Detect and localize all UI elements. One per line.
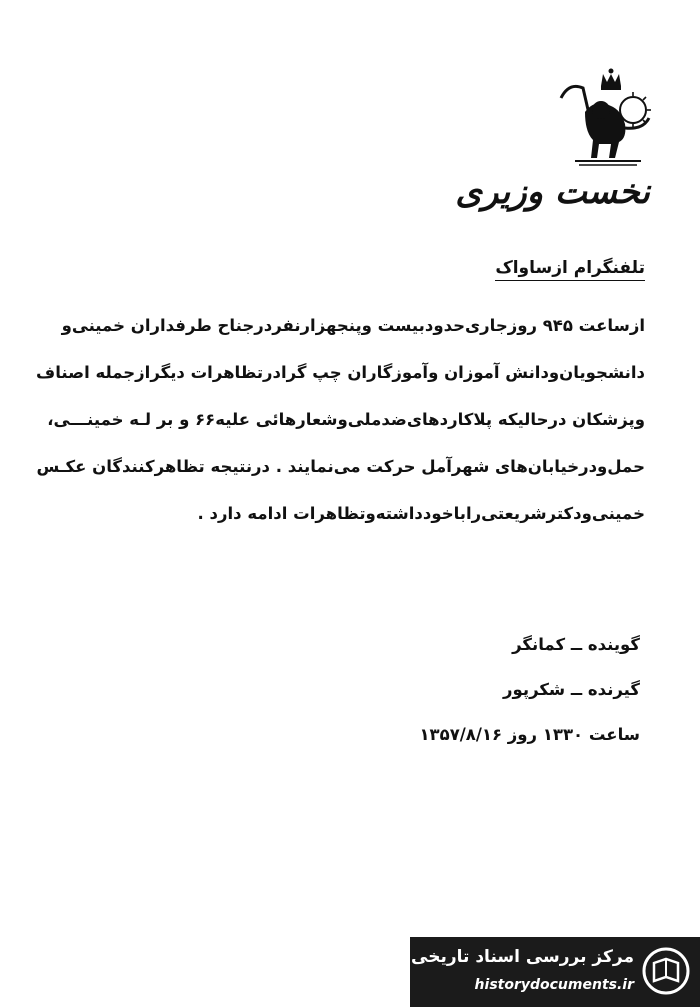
- body-line: دانشجویان‌ودانش آموزان وآموزگاران چپ گرادرتظاهرات دیگرازجمله اصناف: [36, 363, 645, 382]
- receiver-line: گیرنده ــ شکرپور: [503, 680, 640, 699]
- sender-line: گوینده ــ کمانگر: [512, 635, 640, 654]
- book-logo-icon: [642, 947, 690, 995]
- watermark-url[interactable]: historydocuments.ir: [474, 977, 634, 993]
- body-line: وپزشکان درحالیکه پلاکاردهای‌ضدملی‌وشعارهائی علیه۶۶ و بر لـه خمینـــی،: [47, 410, 645, 429]
- watermark-title: مرکز بررسی اسناد تاریخی: [411, 947, 634, 967]
- document-body: [25, 302, 645, 537]
- lion-and-sun-emblem: [555, 68, 665, 168]
- signature-block: [240, 622, 640, 757]
- body-line: خمینی‌ودکترشریعتی‌راباخودداشته‌وتظاهرات ادامه دارد .: [197, 504, 645, 523]
- office-title: نخست وزیری: [455, 172, 650, 212]
- document-heading: تلفنگرام ازساواک: [495, 258, 645, 281]
- body-line: ازساعت ۹۴۵ روزجاری‌حدودبیست وپنجهزارنفردرجناح طرفداران خمینی‌و: [61, 316, 645, 335]
- body-line: حمل‌ودرخیابان‌های شهرآمل حرکت می‌نمایند . درنتیجه تظاهرکنندگان عکـس: [36, 457, 645, 476]
- archive-watermark: [410, 937, 700, 1007]
- time-line: ساعت ۱۳۳۰ روز ۱۳۵۷/۸/۱۶: [419, 725, 640, 744]
